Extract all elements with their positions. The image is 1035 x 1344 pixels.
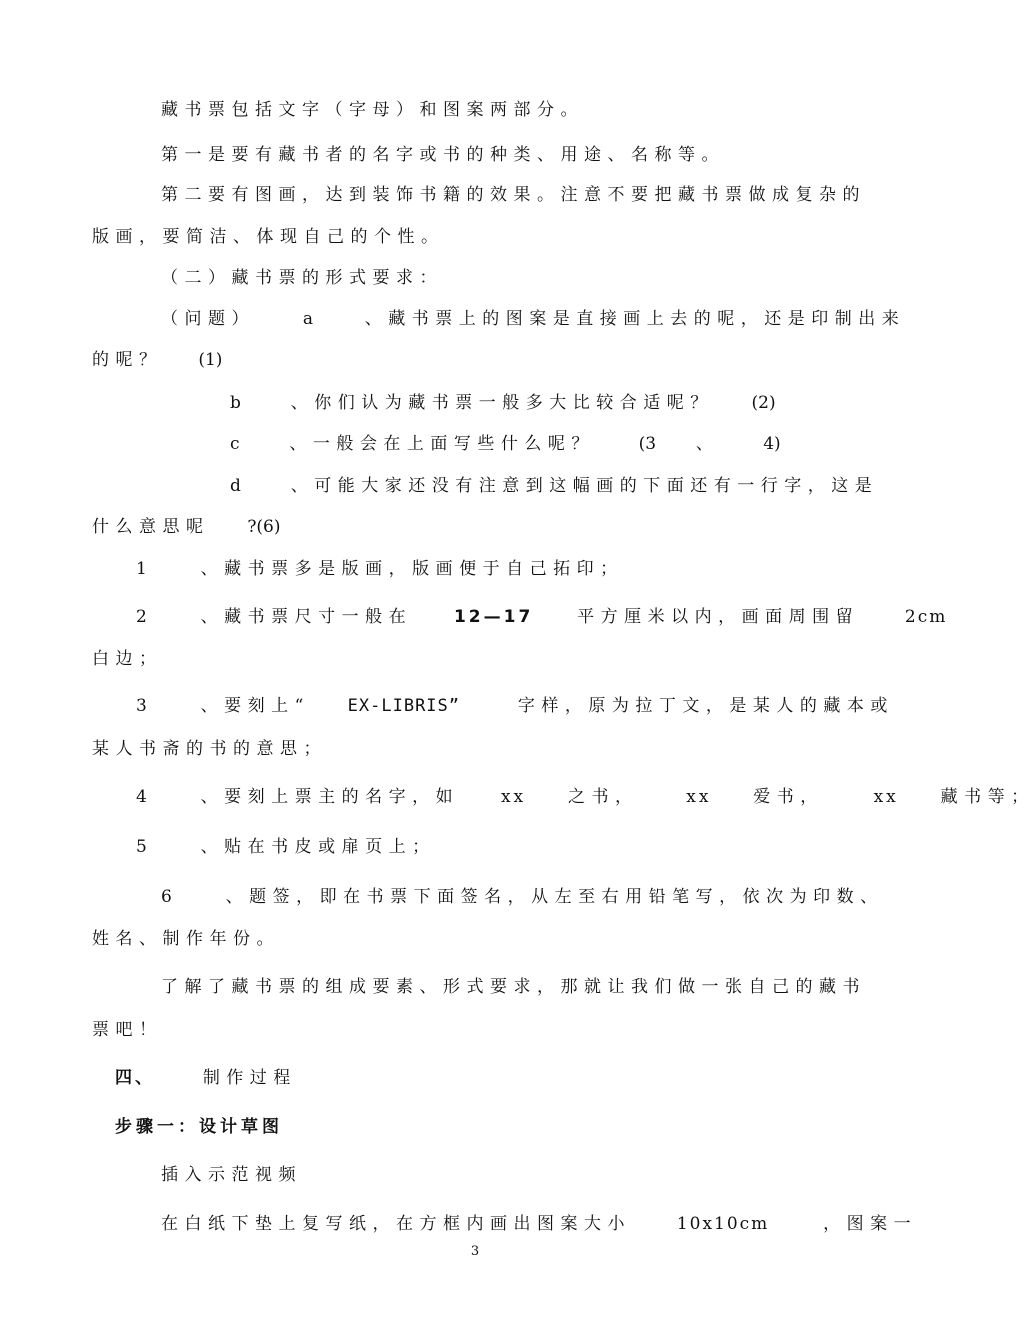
text-span: 4) xyxy=(763,434,781,454)
list-text: 、藏书票尺寸一般在 xyxy=(200,607,413,627)
text-span: 的呢？ xyxy=(92,350,163,370)
size-range: 12—17 xyxy=(453,607,534,627)
text-span: xx xyxy=(873,787,899,807)
paragraph-line: 票吧！ xyxy=(92,1020,163,1040)
list-item xyxy=(136,694,894,718)
paragraph-line: 某人书斋的书的意思； xyxy=(92,739,327,759)
list-number: 3 xyxy=(136,696,147,716)
paragraph-line: 第二要有图画，达到装饰书籍的效果。注意不要把藏书票做成复杂的 xyxy=(161,185,866,205)
text-span: (3 xyxy=(638,434,657,454)
section-heading xyxy=(115,1066,297,1090)
text-span: 藏书等； xyxy=(940,787,1035,807)
paragraph-line: 白边； xyxy=(92,649,163,669)
list-item xyxy=(161,885,884,909)
paragraph-line xyxy=(161,1212,917,1236)
question-letter: a xyxy=(302,309,313,329)
text-span: xx xyxy=(686,787,712,807)
question-text: 、藏书票上的图案是直接画上去的呢，还是印制出来 xyxy=(364,309,906,329)
paragraph-line: 姓名、制作年份。 xyxy=(92,929,280,949)
page-number: 3 xyxy=(470,1244,480,1259)
text-span: ，图案一 xyxy=(823,1214,918,1234)
paragraph-line xyxy=(92,515,281,539)
question-text: 、可能大家还没有注意到这幅画的下面还有一行字，这是 xyxy=(290,476,879,496)
list-number: 2 xyxy=(136,607,147,627)
list-number: 1 xyxy=(136,559,147,579)
list-number: 4 xyxy=(136,787,147,807)
list-number: 6 xyxy=(161,887,172,907)
ex-libris-text: EX-LIBRIS” xyxy=(347,696,461,716)
list-item xyxy=(136,785,1035,809)
paragraph-line: 了解了藏书票的组成要素、形式要求，那就让我们做一张自己的藏书 xyxy=(161,977,866,997)
list-text: 字样，原为拉丁文，是某人的藏本或 xyxy=(517,696,894,716)
text-span: (1) xyxy=(198,350,223,370)
question-label: （问题） xyxy=(161,309,255,329)
list-text: 、要刻上“ xyxy=(200,696,310,716)
step-heading: 步骤一：设计草图 xyxy=(115,1117,283,1137)
dimension-text: 10x10cm xyxy=(676,1214,770,1234)
paragraph-line xyxy=(230,474,878,498)
paragraph-line xyxy=(230,432,781,456)
list-item xyxy=(136,557,624,581)
list-text: 、要刻上票主的名字，如 xyxy=(200,787,460,807)
section-heading: （二）藏书票的形式要求： xyxy=(161,268,443,288)
text-span: 2cm xyxy=(904,607,948,627)
question-letter: b xyxy=(230,393,241,413)
list-number: 5 xyxy=(136,837,147,857)
question-letter: d xyxy=(230,476,241,496)
text-span: 在白纸下垫上复写纸，在方框内画出图案大小 xyxy=(161,1214,631,1234)
list-item xyxy=(136,835,436,859)
text-span: 之书， xyxy=(567,787,639,807)
text-span: (2) xyxy=(751,393,776,413)
paragraph-line xyxy=(92,348,222,372)
list-text: 平方厘米以内，画面周围留 xyxy=(577,607,860,627)
question-letter: c xyxy=(230,434,240,454)
question-text: 、你们认为藏书票一般多大比较合适呢？ xyxy=(290,393,714,413)
list-text: 、题签，即在书票下面签名，从左至右用铅笔写，依次为印数、 xyxy=(225,887,884,907)
section-title: 制作过程 xyxy=(202,1068,297,1088)
text-span: 、 xyxy=(695,434,720,454)
paragraph-line: 第一是要有藏书者的名字或书的种类、用途、名称等。 xyxy=(161,145,725,165)
text-span: xx xyxy=(500,787,527,807)
paragraph-line: 版画，要简洁、体现自己的个性。 xyxy=(92,227,445,247)
paragraph-line xyxy=(230,391,776,415)
paragraph-line: 藏书票包括文字（字母）和图案两部分。 xyxy=(161,100,584,120)
section-number: 四、 xyxy=(115,1068,155,1088)
text-span: 什么意思呢 xyxy=(92,517,210,537)
paragraph-line xyxy=(161,307,905,331)
list-text: 、贴在书皮或扉页上； xyxy=(200,837,436,857)
paragraph-line: 插入示范视频 xyxy=(161,1165,302,1185)
text-span: ?(6) xyxy=(247,517,281,537)
list-item xyxy=(136,605,947,629)
question-text: 、一般会在上面写些什么呢？ xyxy=(289,434,595,454)
list-text: 、藏书票多是版画，版画便于自己拓印； xyxy=(200,559,624,579)
text-span: 爱书， xyxy=(753,787,824,807)
